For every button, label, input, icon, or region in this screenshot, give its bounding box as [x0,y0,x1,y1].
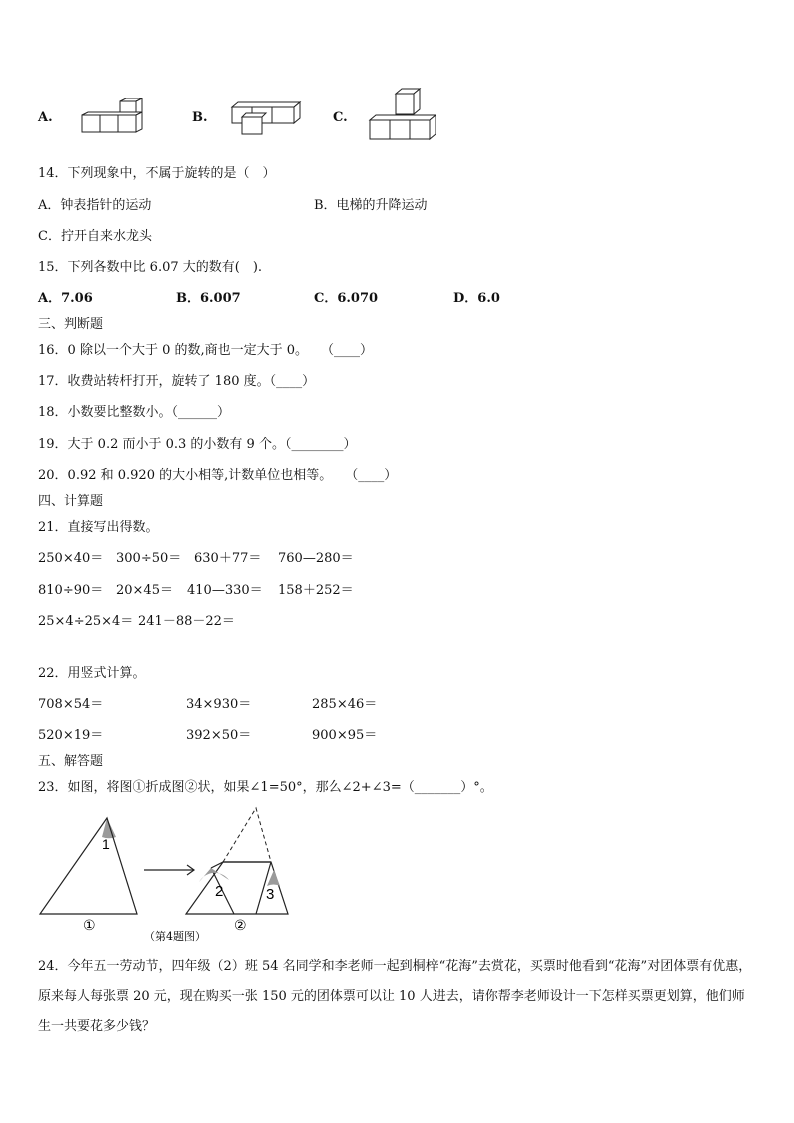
q17: 17．收费站转杆打开，旋转了 180 度。（____） [38,374,316,389]
angle-1-label: 1 [102,836,110,852]
q21-expr: 241－88－22＝ [138,614,235,629]
q21-expr: 158＋252＝ [278,583,354,598]
q22-expr: 520×19＝ [38,728,104,743]
section-5-heading: 五、解答题 [38,754,104,769]
q21-expr: 760—280＝ [278,551,354,566]
q24-text: 24．今年五一劳动节，四年级（2）班 54 名同学和李老师一起到桐梓“花海”去赏花，买票时他看到“花海”对团体票有优惠，原来每人每张票 20 元，现在购买一张 150 元的团体票可以让 10 人进去，请你帮李老师设计一下怎样买票更划算，他们师生一共要花多少钱？ [38,959,752,1034]
cube-stack-a-icon [78,98,158,136]
cube-stack-c-icon [366,88,436,142]
section-3-heading: 三、判断题 [38,317,104,332]
figure-caption: （第4题图） [144,930,206,943]
q14-option-a: A．钟表指针的运动 [38,198,152,213]
q22-expr: 34×930＝ [186,697,252,712]
q19: 19．大于 0.2 而小于 0.3 的小数有 9 个。（________） [38,437,357,452]
q15-option-c: C．6.070 [314,291,379,306]
q21-expr: 410—330＝ [187,583,263,598]
figure-2-label: ② [234,918,247,934]
q20: 20．0.92 和 0.920 的大小相等,计数单位也相等。 （____） [38,468,398,483]
q21-expr: 20×45＝ [116,583,173,598]
q22-expr: 392×50＝ [186,728,252,743]
cube-stack-b-icon [228,97,302,139]
q18: 18．小数要比整数小。（______） [38,405,231,420]
q15-option-d: D．6.0 [453,291,500,306]
angle-2-label: 2 [215,883,224,900]
angle-3-label: 3 [266,886,275,903]
q21-expr: 250×40＝ [38,551,104,566]
dashed-fold-top [223,808,271,862]
q22-expr: 900×95＝ [312,728,378,743]
figure-1-label: ① [83,918,96,934]
q15-option-a: A．7.06 [38,291,93,306]
q21-expr: 300÷50＝ [116,551,182,566]
q13-option-b-letter: B. [192,110,208,125]
q13-option-c-letter: C. [333,110,348,125]
q23-figure [36,806,336,948]
q21-stem: 21．直接写出得数。 [38,520,159,535]
triangle-figure-1 [40,818,137,914]
q21-expr: 25×4÷25×4＝ [38,614,134,629]
q23-stem: 23．如图，将图①折成图②状，如果∠1=50°，那么∠2+∠3=（_______）°。 [38,780,493,795]
q22-expr: 285×46＝ [312,697,378,712]
q21-expr: 810÷90＝ [38,583,104,598]
q21-expr: 630＋77＝ [194,551,262,566]
q22-expr: 708×54＝ [38,697,104,712]
q13-option-a-letter: A. [38,110,53,125]
q14-stem: 14．下列现象中，不属于旋转的是（ ） [38,166,276,181]
q15-option-b: B．6.007 [176,291,241,306]
q16: 16．0 除以一个大于 0 的数,商也一定大于 0。 （____） [38,343,374,358]
q22-stem: 22．用竖式计算。 [38,666,146,681]
section-4-heading: 四、计算题 [38,494,104,509]
q14-option-b: B．电梯的升降运动 [314,198,428,213]
q15-stem: 15．下列各数中比 6.07 大的数有( ). [38,260,263,275]
q14-option-c: C．拧开自来水龙头 [38,229,152,244]
angle-3-shade [267,870,280,886]
